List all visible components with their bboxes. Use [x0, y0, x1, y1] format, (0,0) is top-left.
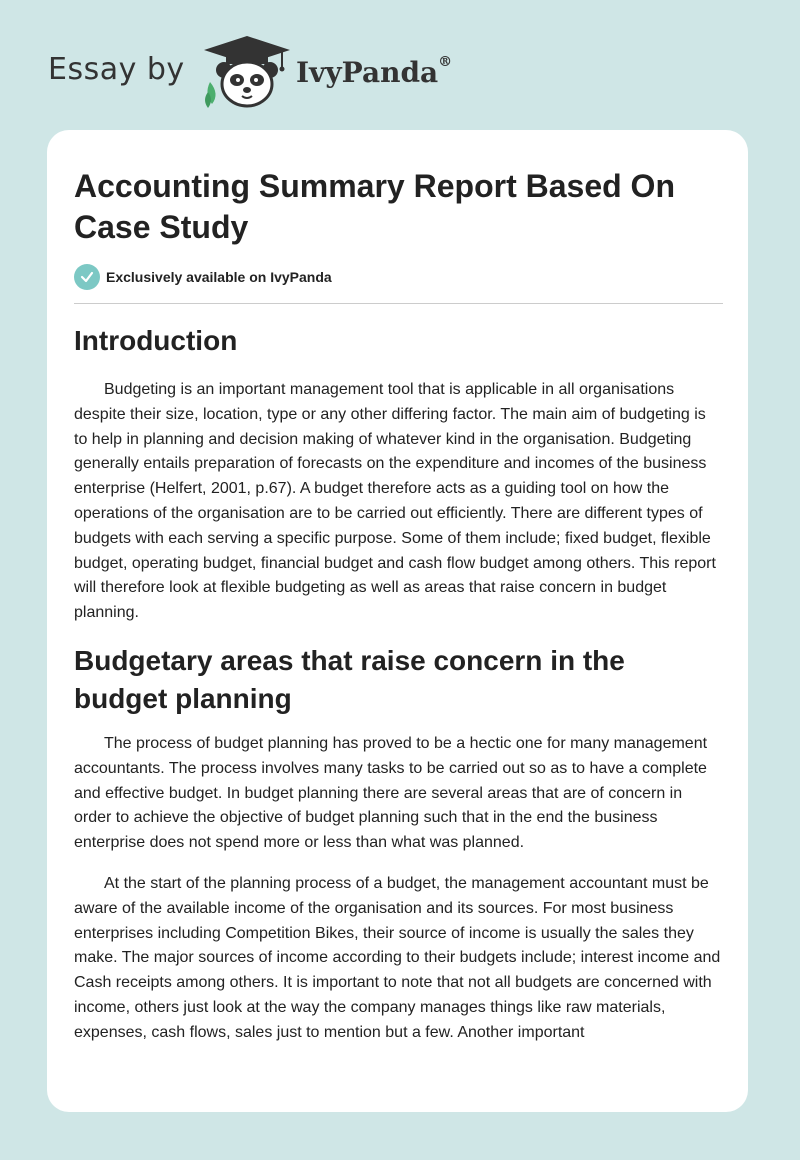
paragraph: Budgeting is an important management tool that is applicable in all organisations despite their size, location, type or any other differing factor. The main aim of budgeting is to help in planning and decision making of whatever kind in the organisation. Budgeting generally entails preparation of forecasts on the expenditure and incomes of the business enterprise (Helfert, 2001, p.67). A budget therefore acts as a guiding tool on how the operations of the organisation are to be carried out efficiently. There are different types of budgets with each serving a specific purpose. Some of them include; fixed budget, flexible budget, operating budget, financial budget and cash flow budget among others. This report will therefore look at flexible budgeting as well as areas that raise concern in budget planning.	[74, 381, 716, 622]
registered-mark: ®	[438, 54, 453, 70]
page-title: Accounting Summary Report Based On Case Study	[74, 168, 675, 245]
paragraph: At the start of the planning process of a budget, the management accountant must be aware of the available income of the organisation and its sources. For most business enterprises including Competition Bikes, their source of income is usually the sales they make. The major sources of income according to their budgets include; interest income and Cash receipts among others. It is important to note that not all budgets are concerned with income, others just look at the way the company manages things like raw materials, expenses, cash flows, sales just to mention but a few. Another important	[74, 874, 721, 1041]
essay-card	[47, 130, 748, 1112]
essay-by-label: Essay by	[48, 52, 185, 87]
section-heading-budgetary-areas: Budgetary areas that raise concern in the budget planning	[74, 644, 625, 714]
panda-graduate-icon[interactable]	[202, 34, 292, 110]
badge-label: Exclusively available on IvyPanda	[106, 269, 332, 285]
site-header	[0, 0, 800, 130]
article-body	[74, 322, 723, 1062]
exclusive-badge	[74, 263, 332, 291]
check-icon	[74, 264, 100, 290]
section-heading-introduction: Introduction	[74, 325, 238, 356]
paragraph: The process of budget planning has proved to be a hectic one for many management accountants. The process involves many tasks to be carried out so as to have a complete and effective budget. In budget planning there are several areas that are of concern in order to achieve the objective of budget planning such that in the end the business enterprise does not spend more or less than what was planned.	[74, 734, 708, 852]
divider	[74, 303, 723, 304]
brand-name[interactable]: IvyPanda®	[296, 54, 453, 89]
